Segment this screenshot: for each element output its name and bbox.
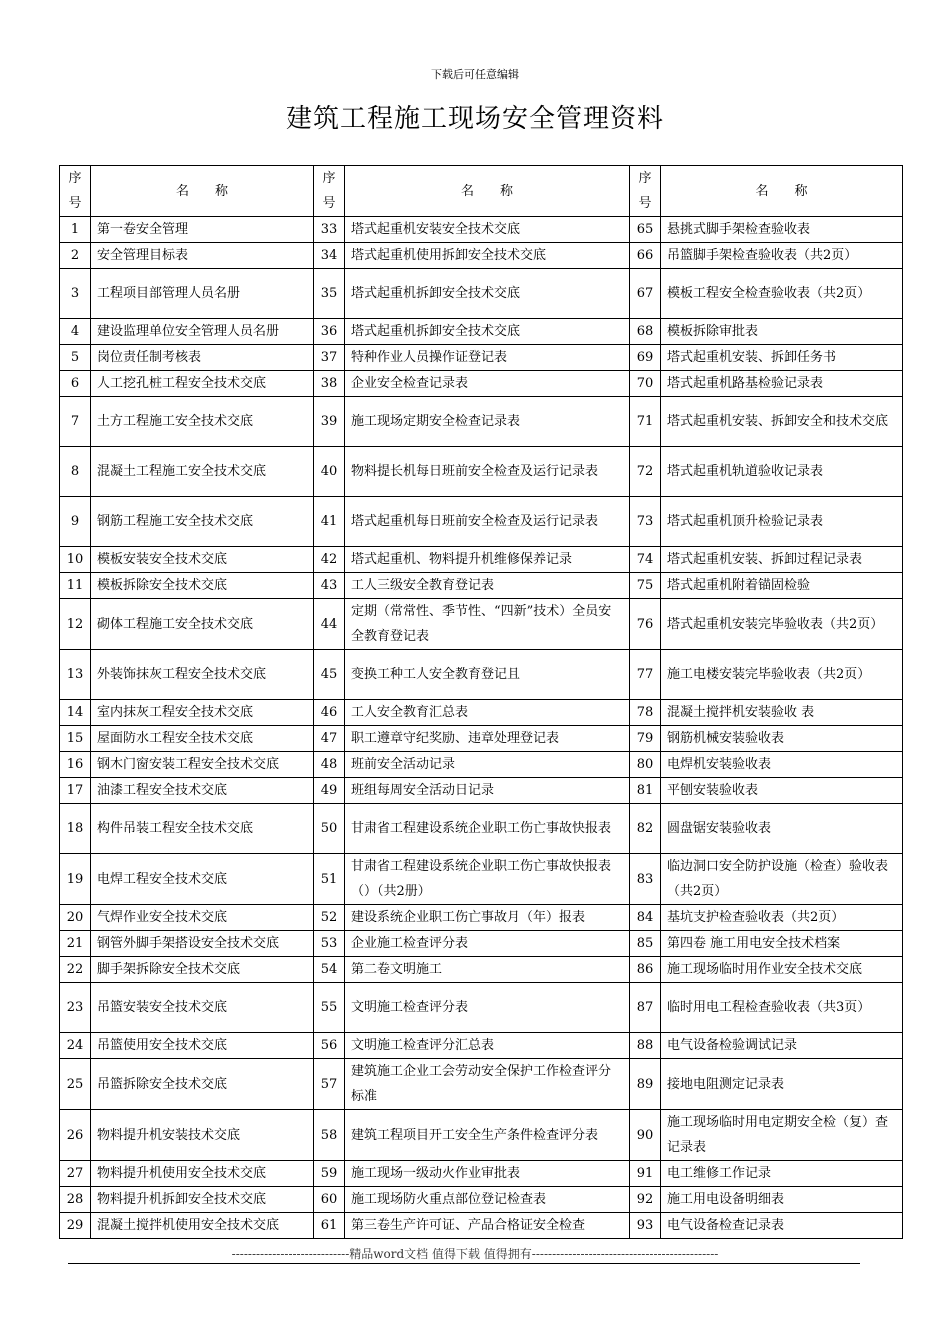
item-number: 87 (630, 983, 661, 1033)
item-name: 施工现场临时用电定期安全检（复）查记录表 (661, 1110, 903, 1161)
item-name: 施工现场临时用作业安全技术交底 (661, 957, 903, 983)
item-number: 1 (60, 217, 91, 243)
table-row (60, 726, 903, 752)
header-name: 名 称 (661, 166, 903, 217)
item-number: 72 (630, 447, 661, 497)
item-number: 89 (630, 1059, 661, 1110)
item-number: 41 (314, 497, 345, 547)
item-name: 塔式起重机每日班前安全检查及运行记录表 (345, 497, 630, 547)
table-row (60, 931, 903, 957)
item-name: 钢筋机械安装验收表 (661, 726, 903, 752)
item-number: 55 (314, 983, 345, 1033)
item-number: 22 (60, 957, 91, 983)
item-name: 吊篮脚手架检查验收表（共2页） (661, 243, 903, 269)
item-name: 构件吊装工程安全技术交底 (91, 804, 314, 854)
item-name: 塔式起重机拆卸安全技术交底 (345, 269, 630, 319)
header-name: 名 称 (345, 166, 630, 217)
table-row (60, 804, 903, 854)
item-number: 49 (314, 778, 345, 804)
item-name: 模板拆除审批表 (661, 319, 903, 345)
item-name: 塔式起重机安装、拆卸任务书 (661, 345, 903, 371)
item-number: 11 (60, 573, 91, 599)
item-name: 甘肃省工程建设系统企业职工伤亡事故快报表（）（共2册） (345, 854, 630, 905)
item-number: 6 (60, 371, 91, 397)
item-number: 77 (630, 650, 661, 700)
item-number: 15 (60, 726, 91, 752)
item-number: 36 (314, 319, 345, 345)
item-number: 82 (630, 804, 661, 854)
item-number: 46 (314, 700, 345, 726)
item-name: 吊篮使用安全技术交底 (91, 1033, 314, 1059)
item-number: 18 (60, 804, 91, 854)
item-name: 企业施工检查评分表 (345, 931, 630, 957)
item-name: 接地电阻测定记录表 (661, 1059, 903, 1110)
item-name: 人工挖孔桩工程安全技术交底 (91, 371, 314, 397)
item-number: 52 (314, 905, 345, 931)
table-row (60, 752, 903, 778)
item-name: 班组每周安全活动日记录 (345, 778, 630, 804)
item-number: 3 (60, 269, 91, 319)
item-number: 61 (314, 1213, 345, 1239)
item-number: 12 (60, 599, 91, 650)
item-name: 文明施工检查评分汇总表 (345, 1033, 630, 1059)
item-number: 51 (314, 854, 345, 905)
item-number: 84 (630, 905, 661, 931)
item-number: 2 (60, 243, 91, 269)
item-number: 71 (630, 397, 661, 447)
item-name: 塔式起重机顶升检验记录表 (661, 497, 903, 547)
item-name: 工人三级安全教育登记表 (345, 573, 630, 599)
item-number: 73 (630, 497, 661, 547)
table-row (60, 700, 903, 726)
table-row (60, 778, 903, 804)
item-number: 38 (314, 371, 345, 397)
item-name: 电焊机安装验收表 (661, 752, 903, 778)
footer-note: -----------------------------精品word文档 值得下载 值得拥有---------------------------------------------- (231, 1247, 719, 1261)
item-name: 职工遵章守纪奖励、违章处理登记表 (345, 726, 630, 752)
item-number: 76 (630, 599, 661, 650)
table-row (60, 650, 903, 700)
item-name: 油漆工程安全技术交底 (91, 778, 314, 804)
item-name: 施工用电设备明细表 (661, 1187, 903, 1213)
item-name: 物料提长机每日班前安全检查及运行记录表 (345, 447, 630, 497)
item-name: 岗位责任制考核表 (91, 345, 314, 371)
item-name: 甘肃省工程建设系统企业职工伤亡事故快报表 (345, 804, 630, 854)
table-row (60, 217, 903, 243)
item-number: 19 (60, 854, 91, 905)
item-number: 81 (630, 778, 661, 804)
item-name: 第一卷安全管理 (91, 217, 314, 243)
item-name: 建设系统企业职工伤亡事故月（年）报表 (345, 905, 630, 931)
item-number: 25 (60, 1059, 91, 1110)
table-row (60, 1161, 903, 1187)
item-number: 28 (60, 1187, 91, 1213)
item-number: 35 (314, 269, 345, 319)
item-number: 65 (630, 217, 661, 243)
item-number: 67 (630, 269, 661, 319)
item-number: 10 (60, 547, 91, 573)
item-name: 塔式起重机安装完毕验收表（共2页） (661, 599, 903, 650)
item-number: 92 (630, 1187, 661, 1213)
item-number: 90 (630, 1110, 661, 1161)
item-number: 7 (60, 397, 91, 447)
item-name: 模板工程安全检查验收表（共2页） (661, 269, 903, 319)
item-name: 定期（常常性、季节性、“四新”技术）全员安全教育登记表 (345, 599, 630, 650)
item-name: 塔式起重机拆卸安全技术交底 (345, 319, 630, 345)
item-name: 建筑施工企业工会劳动安全保护工作检查评分标准 (345, 1059, 630, 1110)
table-row (60, 243, 903, 269)
item-number: 58 (314, 1110, 345, 1161)
item-name: 电气设备检验调试记录 (661, 1033, 903, 1059)
item-number: 79 (630, 726, 661, 752)
item-name: 塔式起重机轨道验收记录表 (661, 447, 903, 497)
item-number: 93 (630, 1213, 661, 1239)
item-number: 60 (314, 1187, 345, 1213)
item-name: 混凝土搅拌机使用安全技术交底 (91, 1213, 314, 1239)
item-name: 电工维修工作记录 (661, 1161, 903, 1187)
top-note: 下载后可任意编辑 (431, 68, 519, 81)
item-number: 80 (630, 752, 661, 778)
table-row (60, 547, 903, 573)
item-name: 物料提升机拆卸安全技术交底 (91, 1187, 314, 1213)
item-name: 塔式起重机安装、拆卸安全和技术交底 (661, 397, 903, 447)
item-number: 37 (314, 345, 345, 371)
item-number: 83 (630, 854, 661, 905)
item-name: 外装饰抹灰工程安全技术交底 (91, 650, 314, 700)
item-name: 第三卷生产许可证、产品合格证安全检查 (345, 1213, 630, 1239)
item-name: 脚手架拆除安全技术交底 (91, 957, 314, 983)
item-number: 86 (630, 957, 661, 983)
item-name: 电焊工程安全技术交底 (91, 854, 314, 905)
item-number: 4 (60, 319, 91, 345)
item-number: 66 (630, 243, 661, 269)
item-number: 57 (314, 1059, 345, 1110)
table-row (60, 854, 903, 905)
table-row (60, 319, 903, 345)
item-name: 塔式起重机安装安全技术交底 (345, 217, 630, 243)
item-number: 8 (60, 447, 91, 497)
item-name: 基坑支护检查验收表（共2页） (661, 905, 903, 931)
item-number: 88 (630, 1033, 661, 1059)
item-number: 44 (314, 599, 345, 650)
table-header-row (60, 166, 903, 217)
item-number: 34 (314, 243, 345, 269)
table-row (60, 371, 903, 397)
item-number: 91 (630, 1161, 661, 1187)
footer-rule (68, 1263, 860, 1264)
item-number: 26 (60, 1110, 91, 1161)
item-name: 物料提升机安装技术交底 (91, 1110, 314, 1161)
item-name: 塔式起重机使用拆卸安全技术交底 (345, 243, 630, 269)
header-num: 序号 (314, 166, 345, 217)
table-row (60, 397, 903, 447)
table-row (60, 1110, 903, 1161)
item-number: 24 (60, 1033, 91, 1059)
item-name: 吊篮安装安全技术交底 (91, 983, 314, 1033)
item-name: 模板拆除安全技术交底 (91, 573, 314, 599)
item-number: 74 (630, 547, 661, 573)
item-name: 电气设备检查记录表 (661, 1213, 903, 1239)
table-row (60, 1213, 903, 1239)
table-row (60, 1033, 903, 1059)
item-name: 安全管理目标表 (91, 243, 314, 269)
item-number: 45 (314, 650, 345, 700)
item-name: 施工现场一级动火作业审批表 (345, 1161, 630, 1187)
item-name: 混凝土搅拌机安装验收 表 (661, 700, 903, 726)
table-row (60, 1059, 903, 1110)
item-number: 16 (60, 752, 91, 778)
item-number: 5 (60, 345, 91, 371)
item-name: 工程项目部管理人员名册 (91, 269, 314, 319)
item-name: 临时用电工程检查验收表（共3页） (661, 983, 903, 1033)
document-title: 建筑工程施工现场安全管理资料 (285, 104, 664, 134)
item-name: 钢管外脚手架搭设安全技术交底 (91, 931, 314, 957)
item-name: 第四卷 施工用电安全技术档案 (661, 931, 903, 957)
item-name: 土方工程施工安全技术交底 (91, 397, 314, 447)
table-row (60, 957, 903, 983)
item-name: 变换工种工人安全教育登记且 (345, 650, 630, 700)
item-number: 21 (60, 931, 91, 957)
item-number: 43 (314, 573, 345, 599)
item-number: 17 (60, 778, 91, 804)
item-number: 69 (630, 345, 661, 371)
item-name: 悬挑式脚手架检查验收表 (661, 217, 903, 243)
item-name: 塔式起重机路基检验记录表 (661, 371, 903, 397)
header-num: 序号 (60, 166, 91, 217)
item-name: 特种作业人员操作证登记表 (345, 345, 630, 371)
item-name: 圆盘锯安装验收表 (661, 804, 903, 854)
item-name: 工人安全教育汇总表 (345, 700, 630, 726)
item-name: 塔式起重机安装、拆卸过程记录表 (661, 547, 903, 573)
item-name: 室内抹灰工程安全技术交底 (91, 700, 314, 726)
item-name: 钢木门窗安装工程安全技术交底 (91, 752, 314, 778)
item-name: 砌体工程施工安全技术交底 (91, 599, 314, 650)
item-name: 吊篮拆除安全技术交底 (91, 1059, 314, 1110)
item-number: 70 (630, 371, 661, 397)
item-number: 39 (314, 397, 345, 447)
item-number: 40 (314, 447, 345, 497)
item-number: 85 (630, 931, 661, 957)
item-name: 第二卷文明施工 (345, 957, 630, 983)
table-row (60, 599, 903, 650)
item-name: 模板安装安全技术交底 (91, 547, 314, 573)
item-number: 75 (630, 573, 661, 599)
item-name: 混凝土工程施工安全技术交底 (91, 447, 314, 497)
header-name: 名 称 (91, 166, 314, 217)
item-name: 班前安全活动记录 (345, 752, 630, 778)
item-name: 施工现场定期安全检查记录表 (345, 397, 630, 447)
item-name: 建筑工程项目开工安全生产条件检查评分表 (345, 1110, 630, 1161)
item-name: 企业安全检查记录表 (345, 371, 630, 397)
item-number: 78 (630, 700, 661, 726)
item-number: 33 (314, 217, 345, 243)
item-name: 气焊作业安全技术交底 (91, 905, 314, 931)
item-number: 20 (60, 905, 91, 931)
item-name: 建设监理单位安全管理人员名册 (91, 319, 314, 345)
table-row (60, 269, 903, 319)
table-row (60, 345, 903, 371)
item-number: 59 (314, 1161, 345, 1187)
item-number: 23 (60, 983, 91, 1033)
item-number: 68 (630, 319, 661, 345)
table-row (60, 573, 903, 599)
item-name: 临边洞口安全防护设施（检查）验收表（共2页） (661, 854, 903, 905)
item-number: 27 (60, 1161, 91, 1187)
item-number: 50 (314, 804, 345, 854)
table-row (60, 905, 903, 931)
table-row (60, 447, 903, 497)
item-name: 塔式起重机附着锚固检验 (661, 573, 903, 599)
table-row (60, 1187, 903, 1213)
item-name: 屋面防水工程安全技术交底 (91, 726, 314, 752)
item-name: 施工现场防火重点部位登记检查表 (345, 1187, 630, 1213)
item-number: 14 (60, 700, 91, 726)
item-number: 29 (60, 1213, 91, 1239)
item-name: 施工电楼安装完毕验收表（共2页） (661, 650, 903, 700)
table-row (60, 983, 903, 1033)
item-number: 42 (314, 547, 345, 573)
table-body (60, 217, 903, 1239)
table-row (60, 497, 903, 547)
item-name: 文明施工检查评分表 (345, 983, 630, 1033)
item-number: 47 (314, 726, 345, 752)
item-name: 钢筋工程施工安全技术交底 (91, 497, 314, 547)
header-num: 序号 (630, 166, 661, 217)
item-number: 9 (60, 497, 91, 547)
item-name: 塔式起重机、物料提升机维修保养记录 (345, 547, 630, 573)
item-number: 48 (314, 752, 345, 778)
item-number: 54 (314, 957, 345, 983)
item-number: 56 (314, 1033, 345, 1059)
item-name: 物料提升机使用安全技术交底 (91, 1161, 314, 1187)
item-name: 平刨安装验收表 (661, 778, 903, 804)
item-number: 53 (314, 931, 345, 957)
item-number: 13 (60, 650, 91, 700)
index-table (59, 165, 903, 1239)
